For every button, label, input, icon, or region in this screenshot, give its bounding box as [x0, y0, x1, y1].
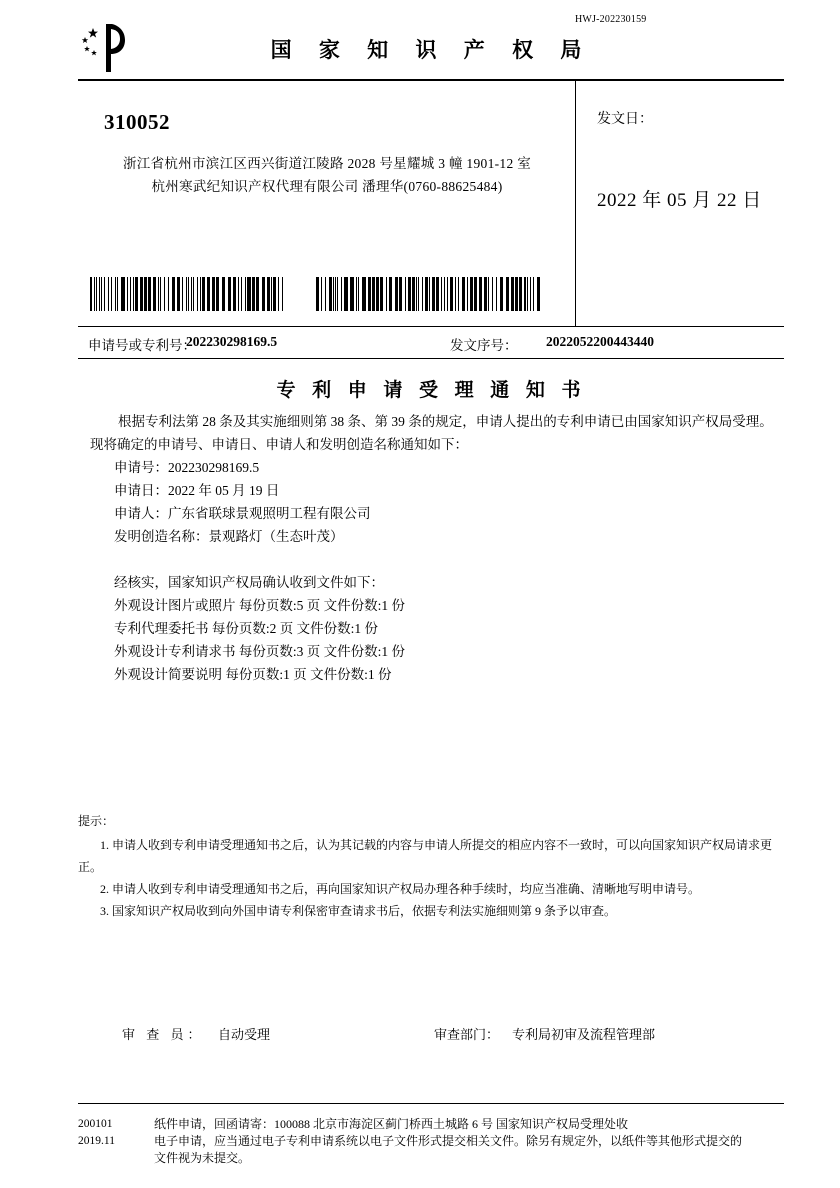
serial-number-label: 发文序号： — [450, 338, 518, 353]
field-application-number: 申请号：202230298169.5 — [114, 460, 260, 475]
address-date-divider — [575, 79, 576, 326]
tip-item: 1. 申请人收到专利申请受理通知书之后，认为其记载的内容与申请人所提交的相应内容不一致时，可以向国家知识产权局请求更正。 — [78, 838, 773, 874]
office-title: 国 家 知 识 产 权 局 — [270, 37, 592, 62]
footer-codes — [78, 1116, 148, 1150]
footer-code-1: 200101 — [78, 1118, 113, 1130]
footer-note-1: 纸件申请，回函请寄：100088 北京市海淀区蓟门桥西土城路 6 号 国家知识产权局受理处收 — [154, 1117, 629, 1131]
title-divider — [78, 358, 784, 359]
document-code: HWJ-202230159 — [575, 14, 647, 25]
department-value: 专利局初审及流程管理部 — [512, 1027, 656, 1042]
serial-number-value: 2022052200443440 — [546, 334, 654, 349]
field-applicant: 申请人：广东省联球景观照明工程有限公司 — [114, 506, 371, 521]
document-item: 外观设计简要说明 每份页数:1 页 文件份数:1 份 — [114, 667, 392, 682]
tips-title: 提示： — [78, 814, 115, 828]
document-body — [90, 410, 780, 686]
application-number-label: 申请号或专利号： — [88, 338, 196, 353]
document-item: 专利代理委托书 每份页数:2 页 文件份数:1 份 — [114, 621, 379, 636]
field-invention-name: 发明创造名称：景观路灯（生态叶茂） — [114, 529, 344, 544]
application-number-value: 202230298169.5 — [186, 334, 278, 349]
tips-section — [78, 810, 778, 922]
footer-code-2: 2019.11 — [78, 1135, 115, 1147]
page-title: 专 利 申 请 受 理 通 知 书 — [276, 379, 586, 401]
examiner-value: 自动受理 — [218, 1027, 271, 1042]
department-label: 审查部门： — [434, 1027, 500, 1042]
send-date-label: 发文日： — [597, 112, 653, 127]
tip-item: 3. 国家知识产权局收到向外国申请专利保密审查请求书后，依据专利法实施细则第 9 条予以审查。 — [100, 904, 617, 918]
address-line-2: 杭州寒武纪知识产权代理有限公司 潘理华(0760-88625484) — [151, 179, 503, 194]
document-header — [78, 22, 784, 78]
document-item: 外观设计图片或照片 每份页数:5 页 文件份数:1 份 — [114, 598, 406, 613]
serial-number-barcode — [316, 277, 544, 311]
spacer — [114, 548, 780, 571]
confirm-line: 经核实，国家知识产权局确认收到文件如下： — [114, 575, 384, 590]
barcode-divider — [78, 326, 784, 327]
footer-divider — [78, 1103, 784, 1104]
document-item: 外观设计专利请求书 每份页数:3 页 文件份数:1 份 — [114, 644, 406, 659]
zipcode: 310052 — [104, 110, 170, 134]
body-paragraph-1: 根据专利法第 28 条及其实施细则第 38 条、第 39 条的规定，申请人提出的专利申请已由国家知识产权局受理。现将确定的申请号、申请日、申请人和发明创造名称通知如下： — [90, 414, 773, 452]
footer-note-3: 文件视为未提交。 — [154, 1151, 251, 1165]
header-divider — [78, 79, 784, 81]
examiner-label: 审 查 员： — [122, 1027, 205, 1042]
application-fields — [90, 456, 780, 686]
tip-item: 2. 申请人收到专利申请受理通知书之后，再向国家知识产权局办理各种手续时，均应当准确、清晰地写明申请号。 — [100, 882, 701, 896]
field-application-date: 申请日：2022 年 05 月 19 日 — [114, 483, 280, 498]
footer-notes — [154, 1116, 784, 1167]
application-number-barcode — [90, 277, 286, 311]
send-date-value: 2022 年 05 月 22 日 — [597, 190, 762, 211]
footer-note-2: 电子申请，应当通过电子专利申请系统以电子文件形式提交相关文件。除另有规定外，以纸件等其他形式提交的 — [154, 1134, 743, 1148]
address-line-1: 浙江省杭州市滨江区西兴街道江陵路 2028 号星耀城 3 幢 1901-12 室 — [123, 156, 531, 171]
